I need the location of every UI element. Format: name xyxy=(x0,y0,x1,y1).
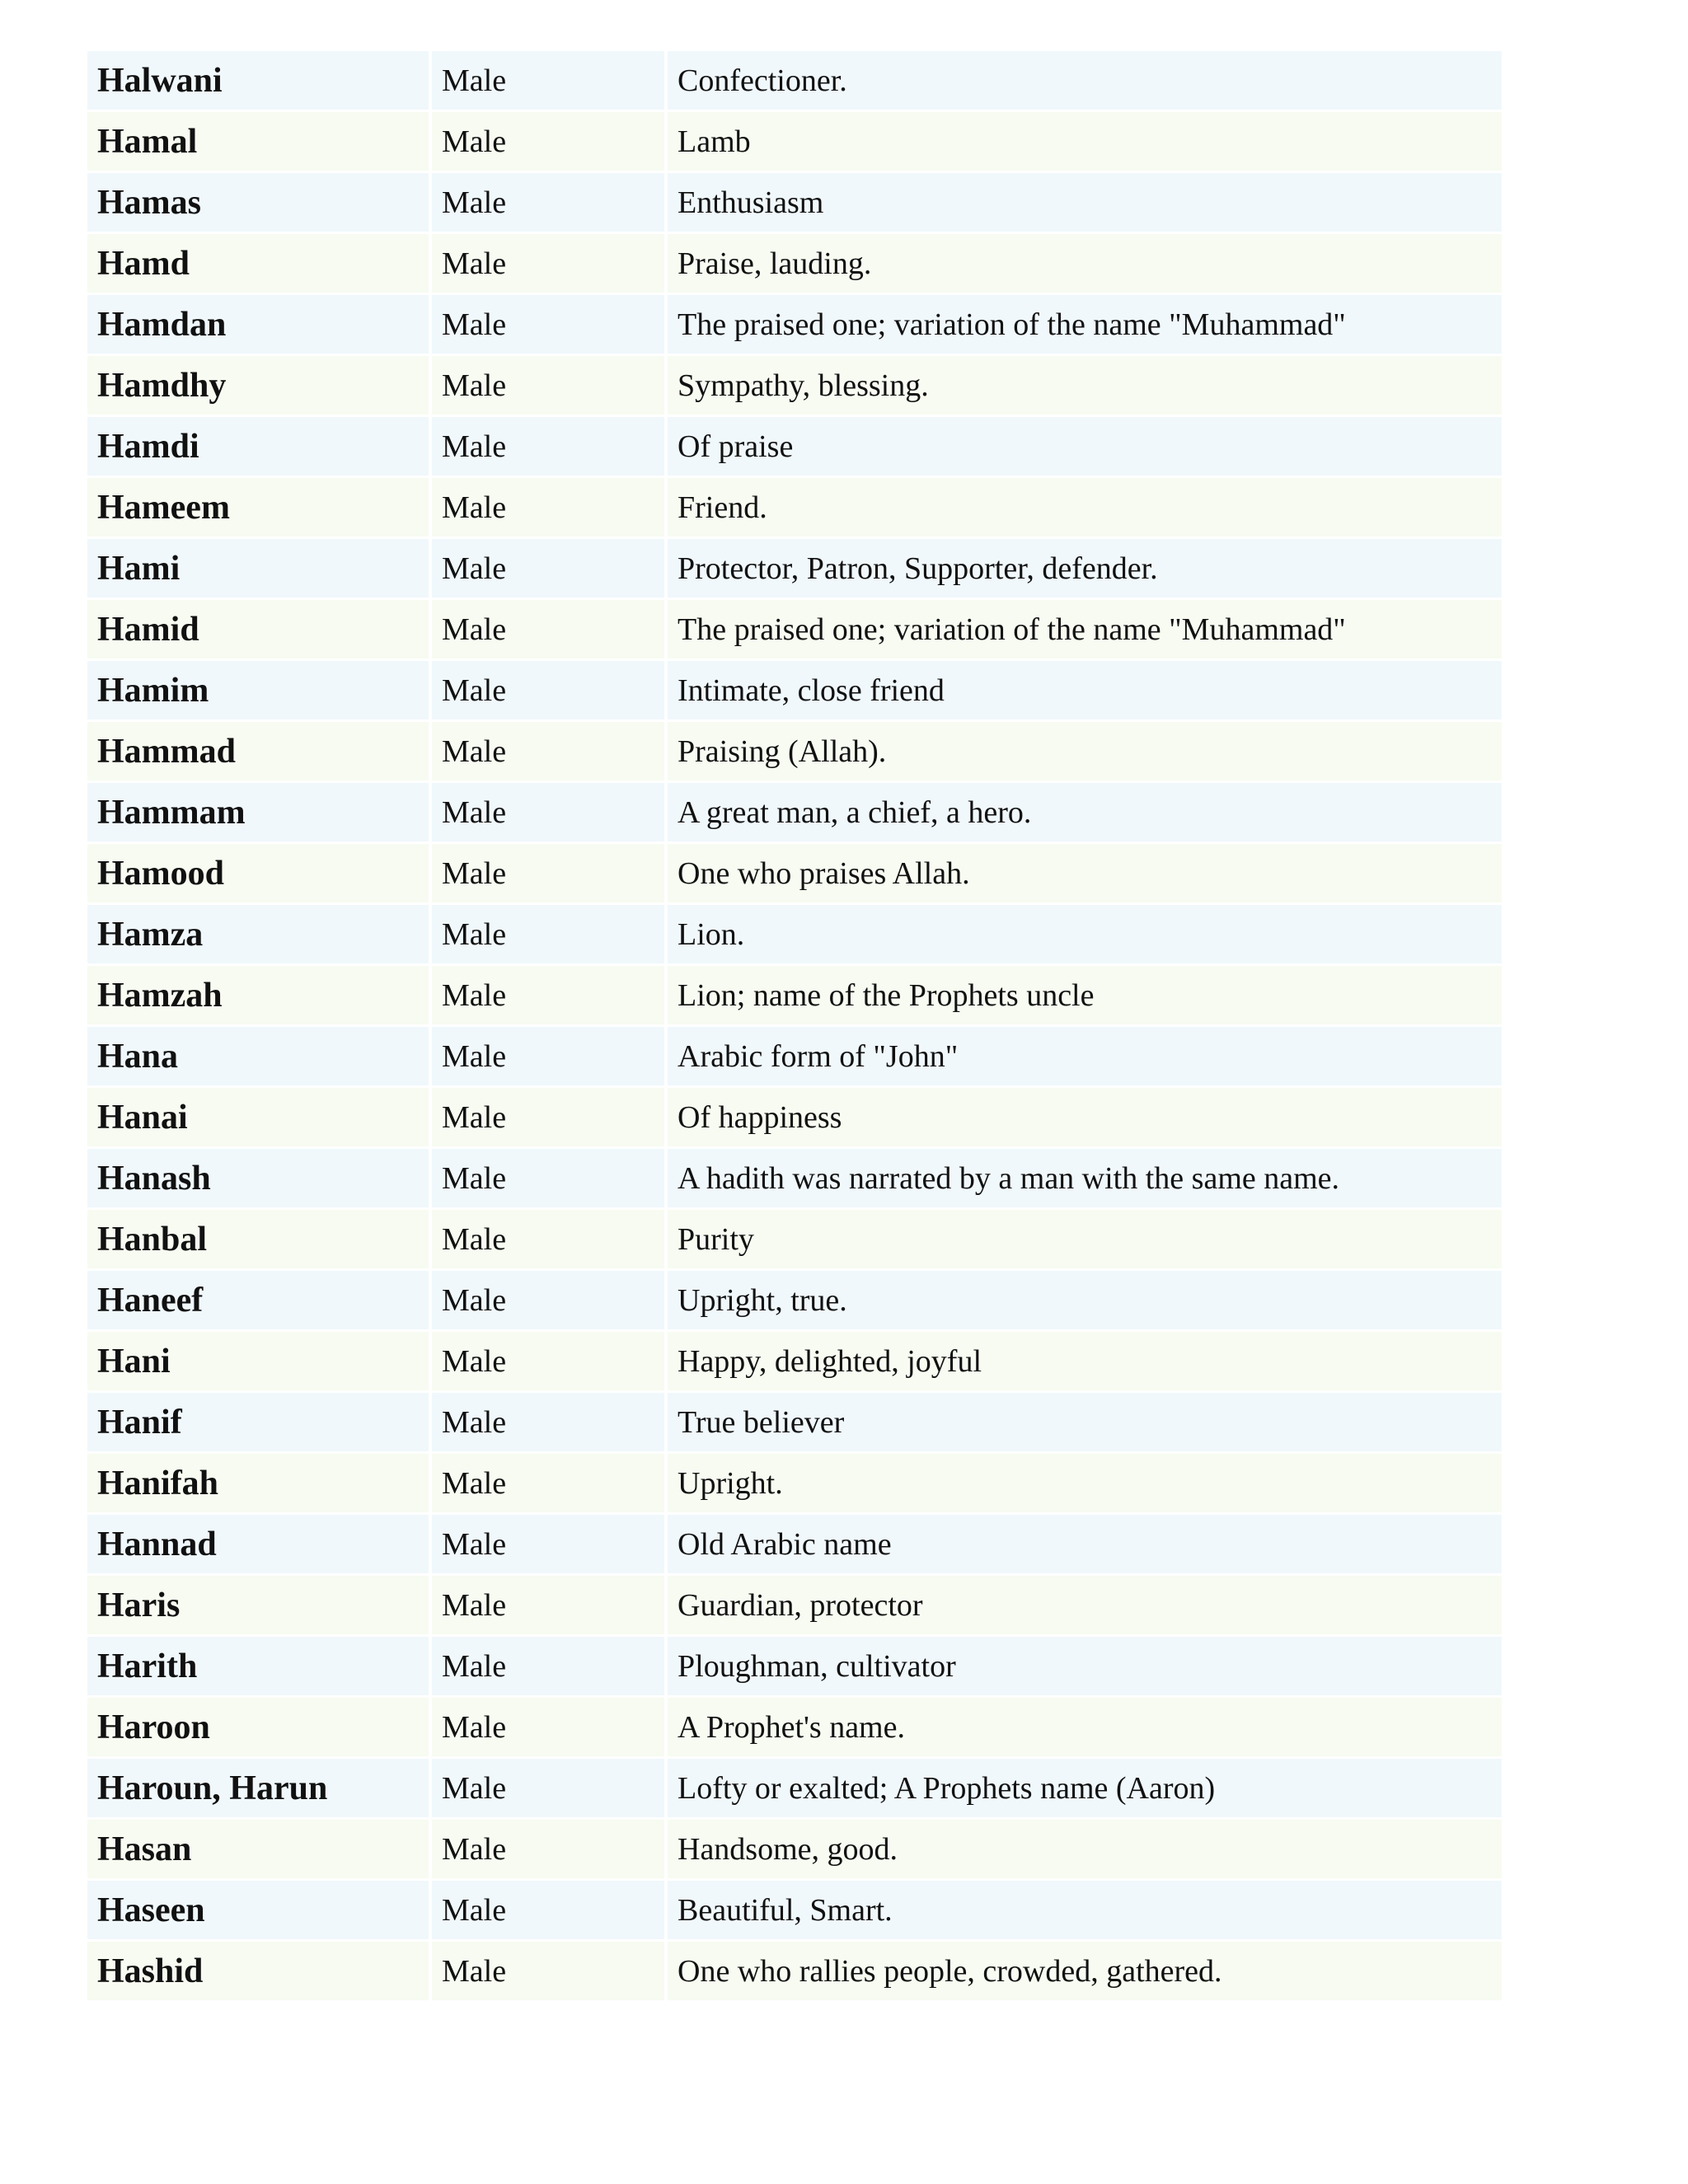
table-row xyxy=(87,844,1502,902)
meaning-cell: Friend. xyxy=(668,478,1502,537)
name-cell: Haneef xyxy=(87,1271,432,1329)
table-row xyxy=(87,173,1502,232)
meaning-cell: Intimate, close friend xyxy=(668,661,1502,719)
table-row xyxy=(87,1820,1502,1878)
gender-cell: Male xyxy=(432,173,668,232)
meaning-cell: Protector, Patron, Supporter, defender. xyxy=(668,539,1502,598)
meaning-cell: Enthusiasm xyxy=(668,173,1502,232)
gender-cell: Male xyxy=(432,844,668,902)
table-row xyxy=(87,1515,1502,1573)
gender-cell: Male xyxy=(432,905,668,963)
gender-cell: Male xyxy=(432,1088,668,1146)
meaning-cell: Sympathy, blessing. xyxy=(668,356,1502,415)
gender-cell: Male xyxy=(432,1820,668,1878)
name-cell: Hamdi xyxy=(87,417,432,476)
table-row xyxy=(87,1271,1502,1329)
gender-cell: Male xyxy=(432,1759,668,1817)
table-row xyxy=(87,1881,1502,1939)
name-cell: Hamzah xyxy=(87,966,432,1024)
gender-cell: Male xyxy=(432,600,668,658)
gender-cell: Male xyxy=(432,1027,668,1085)
table-row xyxy=(87,905,1502,963)
gender-cell: Male xyxy=(432,112,668,171)
table-row xyxy=(87,1088,1502,1146)
name-cell: Hasan xyxy=(87,1820,432,1878)
gender-cell: Male xyxy=(432,1332,668,1390)
name-cell: Haroon xyxy=(87,1698,432,1756)
meaning-cell: Lion. xyxy=(668,905,1502,963)
gender-cell: Male xyxy=(432,539,668,598)
gender-cell: Male xyxy=(432,51,668,110)
gender-cell: Male xyxy=(432,1942,668,2000)
gender-cell: Male xyxy=(432,417,668,476)
table-row xyxy=(87,356,1502,415)
name-cell: Hammad xyxy=(87,722,432,780)
gender-cell: Male xyxy=(432,661,668,719)
gender-cell: Male xyxy=(432,1454,668,1512)
name-cell: Hamdan xyxy=(87,295,432,354)
table-row xyxy=(87,295,1502,354)
meaning-cell: Praising (Allah). xyxy=(668,722,1502,780)
name-cell: Hana xyxy=(87,1027,432,1085)
meaning-cell: Upright, true. xyxy=(668,1271,1502,1329)
name-cell: Hamdhy xyxy=(87,356,432,415)
meaning-cell: One who praises Allah. xyxy=(668,844,1502,902)
table-row xyxy=(87,1637,1502,1695)
name-cell: Hashid xyxy=(87,1942,432,2000)
name-cell: Hanbal xyxy=(87,1210,432,1268)
gender-cell: Male xyxy=(432,722,668,780)
names-table-body xyxy=(87,51,1502,2000)
table-row xyxy=(87,1759,1502,1817)
meaning-cell: Confectioner. xyxy=(668,51,1502,110)
table-row xyxy=(87,1454,1502,1512)
table-row xyxy=(87,1332,1502,1390)
meaning-cell: The praised one; variation of the name "Muhammad" xyxy=(668,600,1502,658)
gender-cell: Male xyxy=(432,356,668,415)
meaning-cell: A great man, a chief, a hero. xyxy=(668,783,1502,841)
meaning-cell: Handsome, good. xyxy=(668,1820,1502,1878)
table-row xyxy=(87,1698,1502,1756)
table-row xyxy=(87,478,1502,537)
gender-cell: Male xyxy=(432,1637,668,1695)
meaning-cell: Happy, delighted, joyful xyxy=(668,1332,1502,1390)
table-row xyxy=(87,1576,1502,1634)
gender-cell: Male xyxy=(432,783,668,841)
meaning-cell: Upright. xyxy=(668,1454,1502,1512)
table-row xyxy=(87,966,1502,1024)
gender-cell: Male xyxy=(432,478,668,537)
meaning-cell: Lamb xyxy=(668,112,1502,171)
table-row xyxy=(87,1942,1502,2000)
meaning-cell: Arabic form of "John" xyxy=(668,1027,1502,1085)
table-row xyxy=(87,1149,1502,1207)
meaning-cell: Ploughman, cultivator xyxy=(668,1637,1502,1695)
meaning-cell: Guardian, protector xyxy=(668,1576,1502,1634)
name-cell: Hamas xyxy=(87,173,432,232)
names-table xyxy=(87,49,1502,2003)
name-cell: Hanif xyxy=(87,1393,432,1451)
name-cell: Halwani xyxy=(87,51,432,110)
name-cell: Hameem xyxy=(87,478,432,537)
table-row xyxy=(87,722,1502,780)
name-cell: Hanifah xyxy=(87,1454,432,1512)
meaning-cell: Purity xyxy=(668,1210,1502,1268)
name-cell: Hami xyxy=(87,539,432,598)
table-row xyxy=(87,112,1502,171)
table-row xyxy=(87,234,1502,293)
meaning-cell: Lion; name of the Prophets uncle xyxy=(668,966,1502,1024)
meaning-cell: True believer xyxy=(668,1393,1502,1451)
name-cell: Hammam xyxy=(87,783,432,841)
gender-cell: Male xyxy=(432,1698,668,1756)
meaning-cell: The praised one; variation of the name "Muhammad" xyxy=(668,295,1502,354)
name-cell: Hamim xyxy=(87,661,432,719)
meaning-cell: Of praise xyxy=(668,417,1502,476)
gender-cell: Male xyxy=(432,1881,668,1939)
gender-cell: Male xyxy=(432,966,668,1024)
name-cell: Hanash xyxy=(87,1149,432,1207)
table-row xyxy=(87,661,1502,719)
table-row xyxy=(87,539,1502,598)
table-row xyxy=(87,51,1502,110)
gender-cell: Male xyxy=(432,295,668,354)
meaning-cell: Beautiful, Smart. xyxy=(668,1881,1502,1939)
name-cell: Hannad xyxy=(87,1515,432,1573)
gender-cell: Male xyxy=(432,1576,668,1634)
name-cell: Hamd xyxy=(87,234,432,293)
name-cell: Hani xyxy=(87,1332,432,1390)
table-row xyxy=(87,783,1502,841)
gender-cell: Male xyxy=(432,1271,668,1329)
name-cell: Hamid xyxy=(87,600,432,658)
table-row xyxy=(87,1210,1502,1268)
name-cell: Hamza xyxy=(87,905,432,963)
meaning-cell: Old Arabic name xyxy=(668,1515,1502,1573)
name-cell: Haseen xyxy=(87,1881,432,1939)
name-cell: Haris xyxy=(87,1576,432,1634)
meaning-cell: A Prophet's name. xyxy=(668,1698,1502,1756)
gender-cell: Male xyxy=(432,1210,668,1268)
gender-cell: Male xyxy=(432,1393,668,1451)
table-row xyxy=(87,417,1502,476)
gender-cell: Male xyxy=(432,1515,668,1573)
table-row xyxy=(87,1393,1502,1451)
meaning-cell: Praise, lauding. xyxy=(668,234,1502,293)
name-cell: Hamal xyxy=(87,112,432,171)
meaning-cell: Lofty or exalted; A Prophets name (Aaron) xyxy=(668,1759,1502,1817)
table-row xyxy=(87,600,1502,658)
meaning-cell: A hadith was narrated by a man with the same name. xyxy=(668,1149,1502,1207)
name-cell: Haroun, Harun xyxy=(87,1759,432,1817)
gender-cell: Male xyxy=(432,234,668,293)
table-row xyxy=(87,1027,1502,1085)
name-cell: Hamood xyxy=(87,844,432,902)
gender-cell: Male xyxy=(432,1149,668,1207)
name-cell: Harith xyxy=(87,1637,432,1695)
meaning-cell: Of happiness xyxy=(668,1088,1502,1146)
name-cell: Hanai xyxy=(87,1088,432,1146)
meaning-cell: One who rallies people, crowded, gathered. xyxy=(668,1942,1502,2000)
